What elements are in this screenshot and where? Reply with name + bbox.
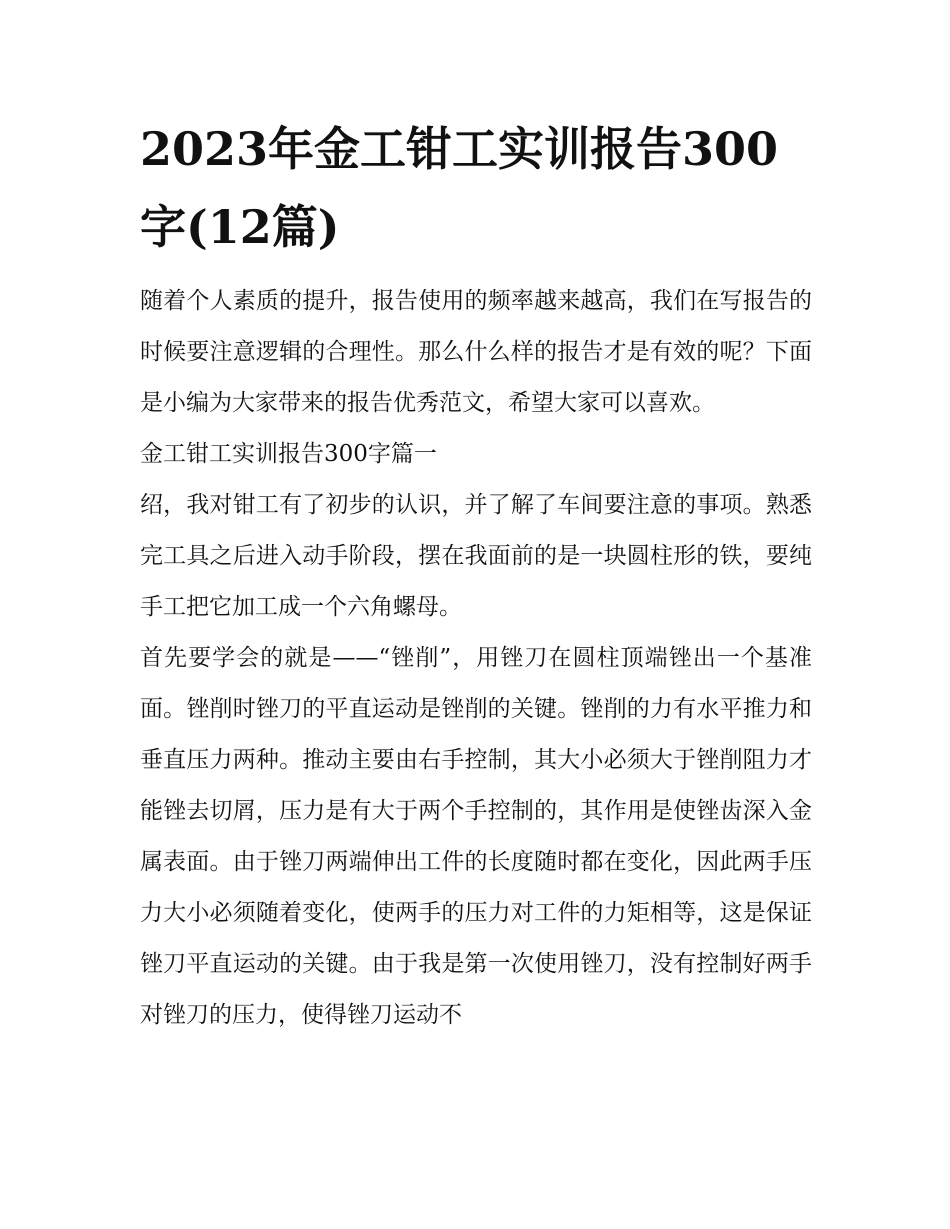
document-title: 2023年金工钳工实训报告300字(12篇) (140, 122, 779, 254)
document-body (140, 276, 812, 1041)
body-paragraph: 首先要学会的就是——“锉削”，用锉刀在圆柱顶端锉出一个基准面。锉削时锉刀的平直运动是锉削的关键。锉削的力有水平推力和垂直压力两种。推动主要由右手控制，其大小必须大于锉削阻力才能锉去切屑，压力是有大于两个手控制的，其作用是使锉齿深入金属表面。由于锉刀两端伸出工件的长度随时都在变化，因此两手压力大小必须随着变化，使两手的压力对工件的力矩相等，这是保证锉刀平直运动的关键。由于我是第一次使用锉刀，没有控制好两手对锉刀的压力，使得锉刀运动不 (140, 645, 812, 1028)
intro-paragraph: 随着个人素质的提升，报告使用的频率越来越高，我们在写报告的时候要注意逻辑的合理性。那么什么样的报告才是有效的呢？下面是小编为大家带来的报告优秀范文，希望大家可以喜欢。 (140, 288, 812, 416)
section-heading: 金工钳工实训报告300字篇一 (140, 441, 437, 467)
body-paragraph: 绍，我对钳工有了初步的认识，并了解了车间要注意的事项。熟悉完工具之后进入动手阶段，摆在我面前的是一块圆柱形的铁，要纯手工把它加工成一个六角螺母。 (140, 492, 812, 620)
